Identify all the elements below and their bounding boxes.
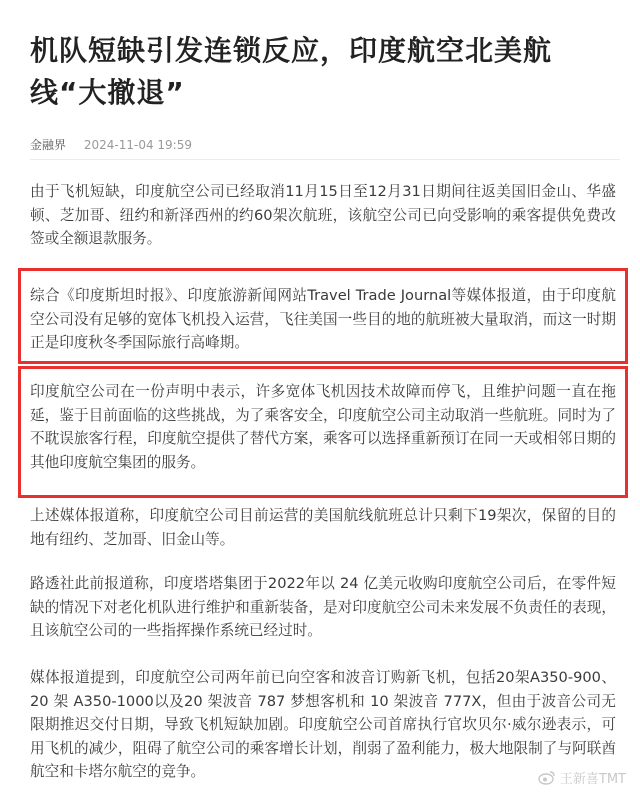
article-datetime: 2024-11-04 19:59 [83,138,192,152]
article-title: 机队短缺引发连锁反应，印度航空北美航线“大撤退” [30,34,553,109]
watermark [538,768,626,787]
watermark-text: 王新喜TMT [559,772,626,787]
weibo-icon [538,770,556,785]
paragraph-1: 由于飞机短缺，印度航空公司已经取消11月15日至12月31日期间往返美国旧金山、华盛顿、芝加哥、纽约和新泽西州的约60架次航班，该航空公司已向受影响的乘客提供免费改签或全额退款服务。 [30,183,616,247]
article-meta [30,136,192,153]
paragraph-2: 综合《印度斯坦时报》、印度旅游新闻网站Travel Trade Journal等媒体报道，由于印度航空公司没有足够的宽体飞机投入运营，飞往美国一些目的地的航班被大量取消，而这一时期正是印度秋冬季国际旅行高峰期。 [30,287,616,351]
paragraph-3: 印度航空公司在一份声明中表示，许多宽体飞机因技术故障而停飞，且维护问题一直在拖延，鉴于目前面临的这些挑战，为了乘客安全，印度航空公司主动取消一些航班。同时为了不耽误旅客行程，印度航空提供了替代方案，乘客可以选择重新预订在同一天或相邻日期的其他印度航空集团的服务。 [30,383,616,471]
paragraph-4: 上述媒体报道称，印度航空公司目前运营的美国航线航班总计只剩下19架次，保留的目的地有纽约、芝加哥、旧金山等。 [30,507,616,548]
header-divider [30,159,620,160]
article-source[interactable]: 金融界 [30,138,67,152]
paragraph-6: 媒体报道提到，印度航空公司两年前已向空客和波音订购新飞机，包括20架A350-900、20 架 A350-1000以及20 架波音 787 梦想客机和 10 架波音 777X，但由于波音公司无限期推迟交付日期，导致飞机短缺加剧。印度航空公司首席执行官坎贝尔·威尔逊表示，可用飞机的减少，阻碍了航空公司的乘客增长计划，削弱了盈利能力，极大地限制了与阿联酋航空和卡塔尔航空的竞争。 [30,669,616,780]
paragraph-5: 路透社此前报道称，印度塔塔集团于2022年以 24 亿美元收购印度航空公司后，在零件短缺的情况下对老化机队进行维护和重新装备，是对印度航空公司未来发展不负责任的表现，且该航空公司的一些指挥操作系统已经过时。 [30,575,616,639]
